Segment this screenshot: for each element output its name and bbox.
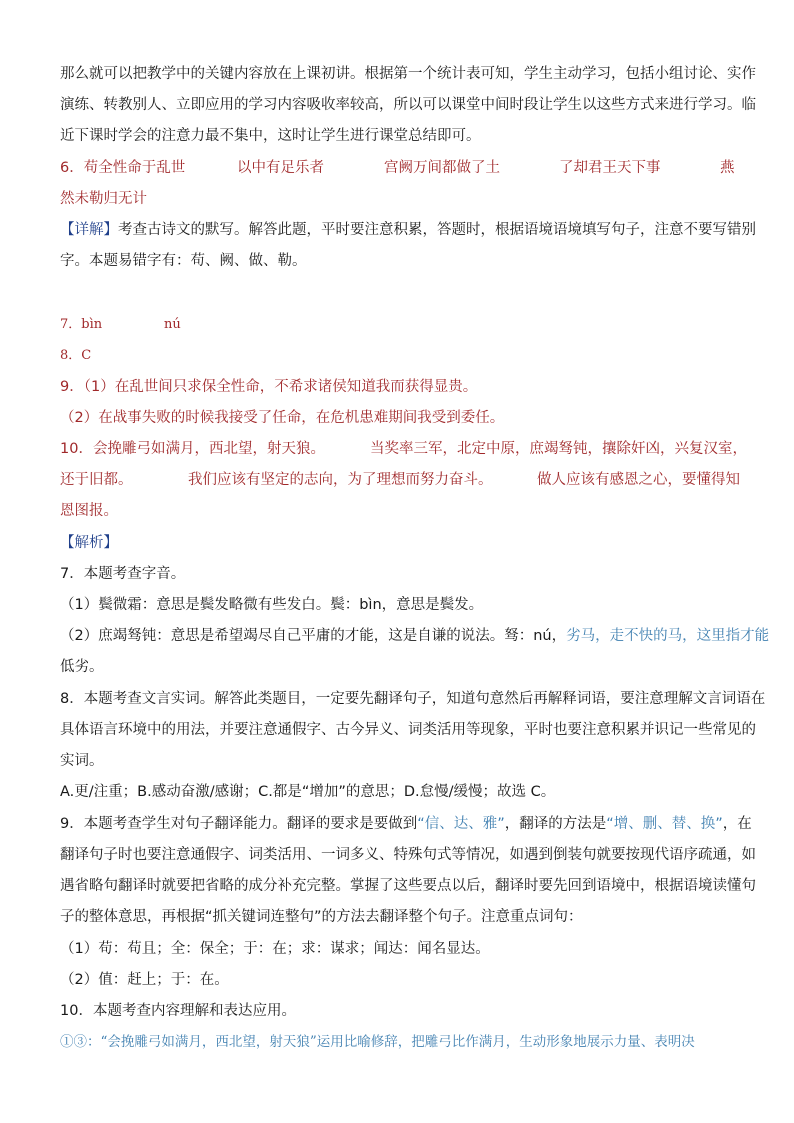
analysis-q7-2-cont: 低劣。 xyxy=(60,659,104,675)
analysis-q7-1: （1）鬓微霜：意思是鬓发略微有些发白。鬓：bìn，意思是鬓发。 xyxy=(60,597,484,613)
q6-answer-3: 宫阙万间都做了土 xyxy=(384,160,500,176)
q10-number: 10． xyxy=(60,441,93,457)
detail-line-1 xyxy=(60,220,756,240)
q6-answer-4: 了却君王天下事 xyxy=(559,160,661,176)
analysis-q7-2-highlight: 劣马，走不快的马，这里指才能 xyxy=(566,628,770,644)
analysis-q10-1: ①③：“会挽雕弓如满月，西北望，射天狼”运用比喻修辞，把雕弓比作满月，生动形象地展示力量、表明决 xyxy=(60,1034,695,1050)
analysis-q7: 7．本题考查字音。 xyxy=(60,566,186,582)
analysis-q7-2 xyxy=(60,626,769,646)
analysis-q9-text-a: 9．本题考查学生对句子翻译能力。翻译的要求是要做到 xyxy=(60,816,418,832)
q10-answer-3: 我们应该有坚定的志向，为了理想而努力奋斗。 xyxy=(188,472,493,488)
analysis-q9-line-1 xyxy=(60,814,752,834)
q6-number: 6． xyxy=(60,160,84,176)
q7-answer-2: nú xyxy=(164,317,181,332)
analysis-q10: 10．本题考查内容理解和表达应用。 xyxy=(60,1003,296,1019)
q6-answer-2: 以中有足乐者 xyxy=(237,160,324,176)
analysis-q8-line-1: 8．本题考查文言实词。解答此类题目，一定要先翻译句子，知道句意然后再解释词语，要注意理解文言词语在 xyxy=(60,691,766,707)
analysis-q9-highlight-2: “增、删、替、换” xyxy=(606,816,723,832)
analysis-tag: 【解析】 xyxy=(60,535,118,551)
analysis-q7-2-main: （2）庶竭驽钝：意思是希望竭尽自己平庸的才能，这是自谦的说法。驽：nú， xyxy=(60,628,567,644)
analysis-q9-2: （2）值：赶上；于：在。 xyxy=(60,972,229,988)
analysis-q9-line-3: 遇省略句翻译时就要把省略的成分补充完整。掌握了这些要点以后，翻译时要先回到语境中，根据语境读懂句 xyxy=(60,878,756,894)
q10-answer-2: 当奖率三军，北定中原，庶竭驽钝，攘除奸凶，兴复汉室， xyxy=(370,441,747,457)
intro-line-3: 近下课时学会的注意力最不集中，这时让学生进行课堂总结即可。 xyxy=(60,128,481,144)
q6-answer-1: 苟全性命于乱世 xyxy=(83,160,186,176)
analysis-q9-line-2: 翻译句子时也要注意通假字、词类活用、一词多义、特殊句式等情况，如遇到倒装句就要按现代语序疏通，如 xyxy=(60,847,756,863)
analysis-q9-highlight-1: “信、达、雅” xyxy=(417,816,505,832)
q8-answer: 8．C xyxy=(60,348,92,363)
q10-answer-2b: 还于旧都。 xyxy=(60,472,133,488)
q10-line-1 xyxy=(60,439,325,459)
detail-tag: 【详解】 xyxy=(60,222,118,238)
analysis-q9-text-c: ，翻译的方法是 xyxy=(504,816,607,832)
analysis-q8-options: A.更/注重；B.感动奋激/感谢；C.都是“增加”的意思；D.怠慢/缓慢；故选 C。 xyxy=(60,784,556,800)
detail-text-1: 考查古诗文的默写。解答此题，平时要注意积累，答题时，根据语境语境填写句子，注意不要写错别 xyxy=(118,222,756,238)
q10-answer-1: 会挽雕弓如满月，西北望，射天狼。 xyxy=(92,441,325,457)
q7-number: 7． xyxy=(60,317,82,332)
q7-answer-1: bìn xyxy=(81,317,103,332)
q7-line xyxy=(60,315,102,335)
analysis-q9-1: （1）苟：苟且；全：保全；于：在；求：谋求；闻达：闻名显达。 xyxy=(60,941,490,957)
q6-answer-5-start: 燕 xyxy=(720,160,735,176)
q6-line xyxy=(60,158,185,178)
intro-line-2: 演练、转教别人、立即应用的学习内容吸收率较高，所以可以课堂中间时段让学生以这些方式来进行学习。临 xyxy=(60,97,756,113)
analysis-q8-line-2: 具体语言环境中的用法，并要注意通假字、古今异义、词类活用等现象，平时也要注意积累并识记一些常见的 xyxy=(60,722,756,738)
q9-answer-1: 9．（1）在乱世间只求保全性命，不希求诸侯知道我而获得显贵。 xyxy=(60,379,478,395)
analysis-q9-line-4: 子的整体意思，再根据“抓关键词连整句”的方法去翻译整个句子。注意重点词句： xyxy=(60,909,583,925)
analysis-q9-text-e: ，在 xyxy=(722,816,752,832)
q9-answer-2: （2）在战事失败的时候我接受了任命，在危机患难期间我受到委任。 xyxy=(60,410,505,426)
q10-answer-4b: 恩图报。 xyxy=(60,503,118,519)
q10-answer-4: 做人应该有感恩之心，要懂得知 xyxy=(537,472,740,488)
intro-line-1: 那么就可以把教学中的关键内容放在上课初讲。根据第一个统计表可知，学生主动学习，包括小组讨论、实作 xyxy=(60,66,756,82)
detail-line-2: 字。本题易错字有：苟、阙、做、勒。 xyxy=(60,253,307,269)
analysis-q8-line-3: 实词。 xyxy=(60,753,104,769)
q6-answer-5-cont: 然未勒归无计 xyxy=(60,191,147,207)
